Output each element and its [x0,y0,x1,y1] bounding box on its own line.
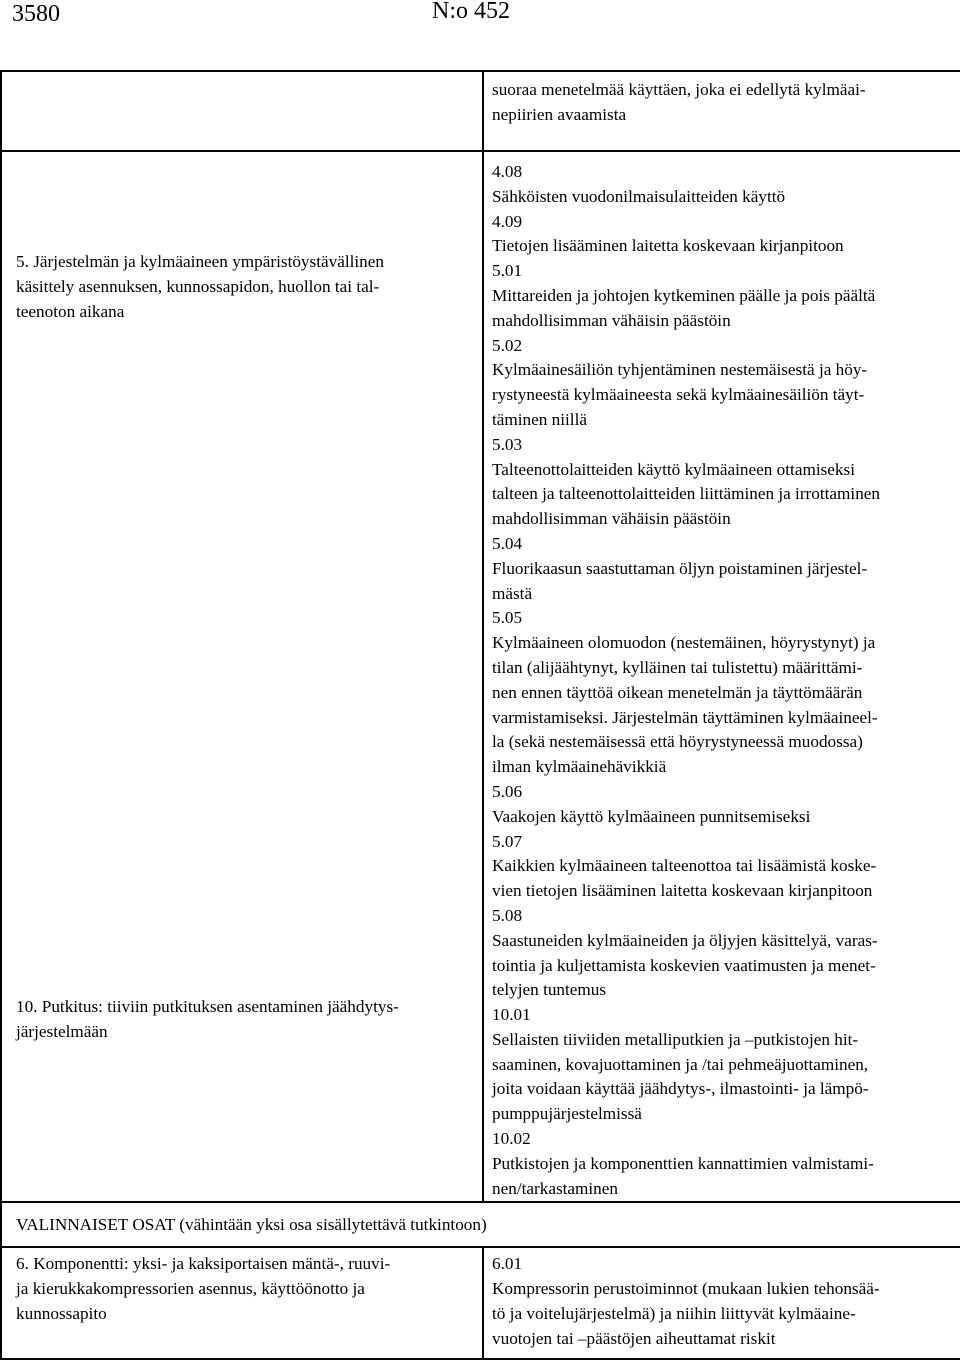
table-cell-empty [1,71,483,151]
page-header [0,0,960,30]
competence-item [492,259,948,333]
competence-text: Kylmäaineen olomuodon (nestemäinen, höyrystynyt) ja [492,633,876,653]
competence-text: tö ja voitelujärjestelmä) ja niihin liittyvät kylmäaine- [492,1304,856,1324]
text-line: 10. Putkitus: tiiviin putkituksen asentaminen jäähdytys- [16,997,399,1016]
text-line: nepiirien avaamista [492,104,627,124]
competence-code: 6.01 [492,1254,523,1274]
competence-code: 5.02 [492,335,523,355]
competence-text: Tietojen lisääminen laitetta koskevaan kirjanpitoon [492,236,844,256]
competence-text: Fluorikaasun saastuttaman öljyn poistaminen järjestel- [492,558,868,578]
competence-item [492,334,948,433]
text-line: 5. Järjestelmän ja kylmäaineen ympäristöystävällinen [16,252,384,271]
competence-text: saaminen, kovajuottaminen ja /tai pehmeäjuottaminen, [492,1054,869,1074]
table-cell-modules [1,151,483,1202]
text-line: kunnossapito [16,1304,107,1324]
competence-code: 5.08 [492,905,523,925]
competence-text: täminen niillä [492,409,587,429]
issue-number: N:o 452 [432,0,510,24]
text-line: käsittely asennuksen, kunnossapidon, huollon tai tal- [16,276,380,296]
competence-text: joita voidaan käyttää jäähdytys-, ilmastointi- ja lämpö- [492,1079,869,1099]
competence-text: tointia ja kuljettamista koskevien vaatimusten ja menet- [492,955,876,975]
competence-text: telyjen tuntemus [492,980,607,1000]
competence-text: vien tietojen lisääminen laitetta koskevaan kirjanpitoon [492,881,873,901]
text-line: järjestelmään [16,1021,108,1041]
competence-code: 5.01 [492,261,523,281]
table-cell-competences [483,1247,960,1359]
competence-item [492,1003,948,1127]
table-row [1,71,960,151]
competence-text: Vaakojen käyttö kylmäaineen punnitsemiseksi [492,806,811,826]
competence-text: mahdollisimman vähäisin päästöin [492,310,731,330]
competence-text: Saastuneiden kylmäaineiden ja öljyjen käsittelyä, varas- [492,930,878,950]
competence-item [492,532,948,606]
table-row [1,151,960,1202]
competence-text: vuotojen tai –päästöjen aiheuttamat riskit [492,1328,776,1348]
competence-text: Talteenottolaitteiden käyttö kylmäaineen ottamiseksi [492,459,855,479]
table-cell-continuation [483,71,960,151]
competence-text: varmistamiseksi. Järjestelmän täyttäminen kylmäaineel- [492,707,878,727]
competence-code: 4.08 [492,162,523,181]
competence-item [492,210,948,260]
competence-item [492,904,948,1003]
competence-text: Sähköisten vuodonilmaisulaitteiden käyttö [492,186,786,206]
competence-code: 4.09 [492,211,523,231]
competence-text: la (sekä nestemäisessä että höyrystyneessä muodossa) [492,732,863,752]
competence-code: 5.04 [492,533,523,553]
competence-text: Kaikkien kylmäaineen talteenottoa tai lisäämistä koske- [492,856,877,876]
competence-item [492,780,948,830]
competence-item [492,1127,948,1201]
competence-text: Putkistojen ja komponenttien kannattimien valmistami- [492,1153,874,1173]
competence-text: talteen ja talteenottolaitteiden liittäminen ja irrottaminen [492,484,881,504]
competence-item [492,433,948,532]
competence-code: 5.03 [492,434,523,454]
table-row [1,1247,960,1359]
competence-text: mahdollisimman vähäisin päästöin [492,509,731,529]
competence-text: pumppujärjestelmissä [492,1104,642,1124]
competence-text: nen ennen täyttöä oikean menetelmän ja täyttömäärän [492,682,863,702]
module-6-heading [1,1247,483,1359]
module-5-heading [16,250,466,324]
competence-code: 5.07 [492,831,523,851]
text-line: teenoton aikana [16,301,125,321]
competence-item [492,606,948,780]
competence-text: Mittareiden ja johtojen kytkeminen päälle ja pois päältä [492,285,876,305]
text-line: suoraa menetelmää käyttäen, joka ei edellytä kylmäai- [492,80,866,99]
competence-item [492,1252,948,1351]
competence-text: tilan (alijäähtynyt, kylläinen tai tulistettu) määrittämi- [492,657,863,677]
table-cell-competences [483,151,960,1202]
competence-text: ilman kylmäainehävikkiä [492,757,667,777]
qualification-table [0,70,960,1360]
competence-text: rystyneestä kylmäaineesta sekä kylmäainesäiliön täyt- [492,385,865,405]
competence-text: nen/tarkastaminen [492,1178,618,1198]
competence-text: Kylmäainesäiliön tyhjentäminen nestemäisestä ja höy- [492,360,868,380]
text-line: ja kierukkakompressorien asennus, käyttöönotto ja [16,1279,365,1299]
text-line: 6. Komponentti: yksi- ja kaksiportaisen mäntä-, ruuvi- [16,1254,391,1274]
optional-parts-heading: VALINNAISET OSAT (vähintään yksi osa sisällytettävä tutkintoon) [1,1202,960,1247]
competence-code: 10.02 [492,1129,531,1149]
competence-code: 5.05 [492,608,523,628]
competence-item [492,160,948,210]
competence-code: 5.06 [492,781,523,801]
page-number: 3580 [12,1,60,27]
competence-code: 10.01 [492,1005,531,1025]
competence-item [492,830,948,904]
competence-text: Sellaisten tiiviiden metalliputkien ja –putkistojen hit- [492,1029,859,1049]
competence-text: mästä [492,583,533,603]
competence-text: Kompressorin perustoiminnot (mukaan lukien tehonsää- [492,1279,880,1299]
table-row [1,1202,960,1247]
module-10-heading [16,995,466,1045]
